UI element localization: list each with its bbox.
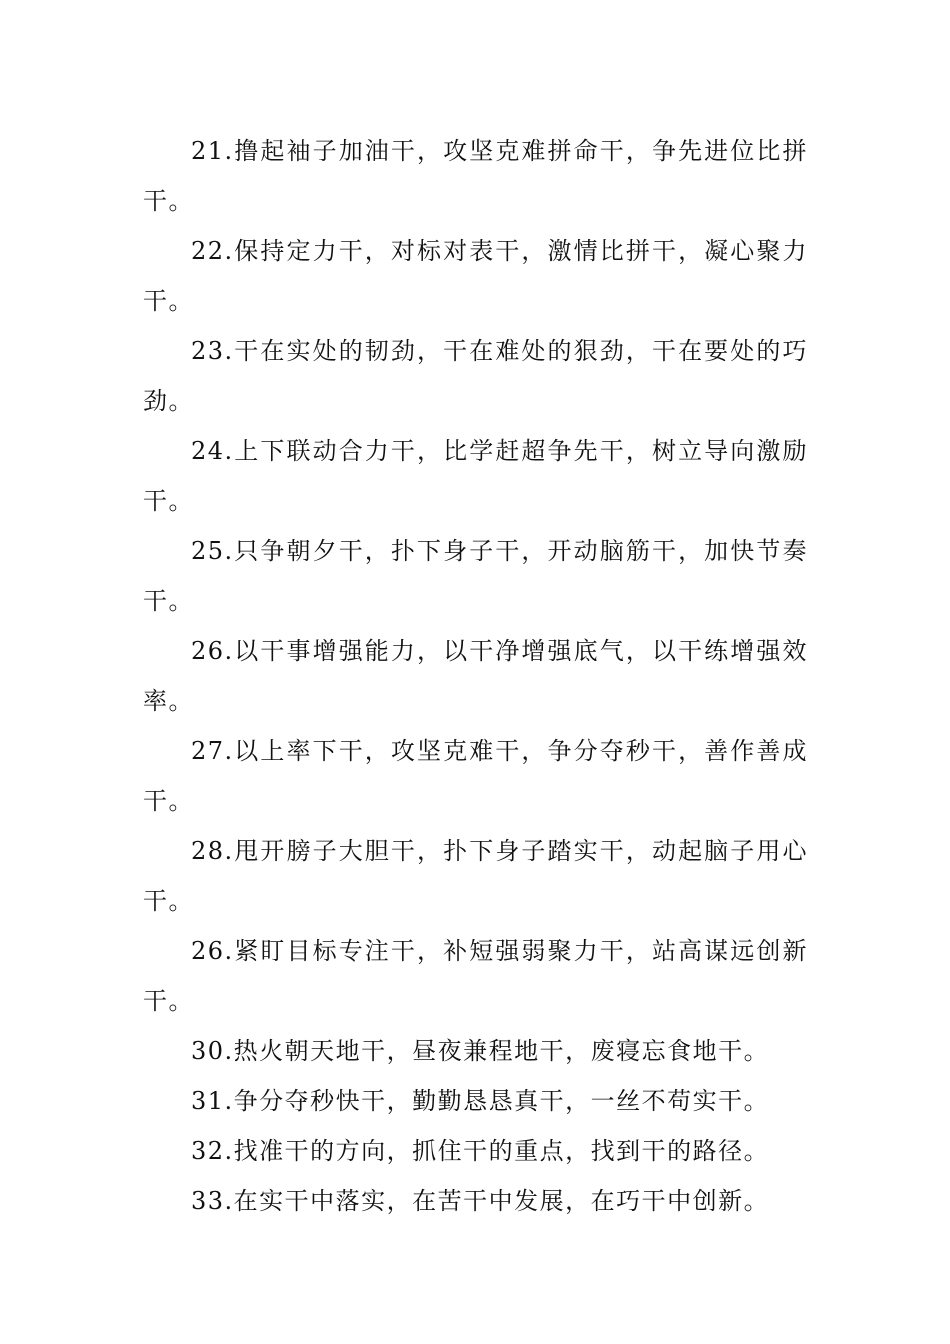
paragraph-31: 31.争分夺秒快干，勤勤恳恳真干，一丝不苟实干。 xyxy=(191,1087,770,1115)
paragraph-25: 25.只争朝夕干，扑下身子干，开动脑筋干，加快节奏干。 xyxy=(143,537,808,615)
paragraph-30: 30.热火朝天地干，昼夜兼程地干，废寝忘食地干。 xyxy=(191,1037,770,1065)
document-body xyxy=(143,126,808,1226)
paragraph-21: 21.撸起袖子加油干，攻坚克难拼命干，争先进位比拼干。 xyxy=(143,137,808,215)
paragraph-28: 28.甩开膀子大胆干，扑下身子踏实干，动起脑子用心干。 xyxy=(143,837,808,915)
paragraph-27: 27.以上率下干，攻坚克难干，争分夺秒干，善作善成干。 xyxy=(143,737,808,815)
paragraph-32: 32.找准干的方向，抓住干的重点，找到干的路径。 xyxy=(191,1137,770,1165)
paragraph-26: 26.以干事增强能力，以干净增强底气，以干练增强效率。 xyxy=(143,637,808,715)
paragraph-33: 33.在实干中落实，在苦干中发展，在巧干中创新。 xyxy=(191,1187,770,1215)
paragraph-22: 22.保持定力干，对标对表干，激情比拼干，凝心聚力干。 xyxy=(143,237,808,315)
paragraph-26b: 26.紧盯目标专注干，补短强弱聚力干，站高谋远创新干。 xyxy=(143,937,808,1015)
paragraph-24: 24.上下联动合力干，比学赶超争先干，树立导向激励干。 xyxy=(143,437,808,515)
paragraph-23: 23.干在实处的韧劲，干在难处的狠劲，干在要处的巧劲。 xyxy=(143,337,808,415)
